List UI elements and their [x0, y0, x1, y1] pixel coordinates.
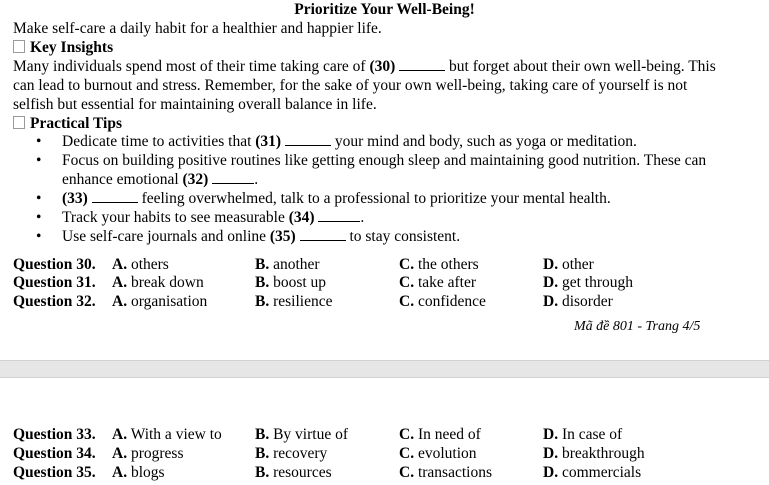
answer-option — [255, 273, 326, 292]
question-label: Question 35. — [13, 464, 96, 481]
answer-option — [112, 292, 207, 311]
option-text: By virtue of — [273, 426, 348, 443]
question-row — [13, 444, 753, 463]
option-letter: B. — [255, 293, 270, 310]
answer-option — [543, 292, 613, 311]
option-text: In case of — [561, 426, 623, 443]
question-row — [13, 255, 753, 274]
answer-option — [543, 255, 594, 274]
answer-option — [399, 425, 481, 444]
answer-option — [399, 255, 479, 274]
option-letter: B. — [255, 256, 270, 273]
answer-option — [255, 444, 327, 463]
option-letter: A. — [112, 274, 128, 291]
option-letter: B. — [255, 274, 270, 291]
option-text: recovery — [273, 445, 328, 462]
bullet-icon: • — [36, 190, 42, 207]
option-text: In need of — [417, 426, 481, 443]
option-letter: B. — [255, 426, 270, 443]
question-row — [13, 273, 753, 292]
option-letter: A. — [112, 426, 128, 443]
question-label: Question 33. — [13, 426, 96, 443]
option-letter: B. — [255, 445, 270, 462]
answer-blank — [300, 228, 346, 241]
list-item: • Use self-care journals and online (35) to stay consistent. — [36, 228, 461, 245]
bullet-icon: • — [36, 209, 42, 226]
answer-option — [255, 463, 332, 482]
option-letter: C. — [399, 274, 415, 291]
answer-blank — [285, 133, 331, 146]
option-letter: C. — [399, 464, 415, 481]
answer-option — [112, 273, 204, 292]
question-row — [13, 463, 753, 482]
page-footer: Mã đề 801 - Trang 4/5 — [574, 319, 701, 334]
option-text: progress — [130, 445, 184, 462]
option-text: disorder — [561, 293, 613, 310]
option-text: others — [130, 256, 169, 273]
option-letter: D. — [543, 293, 559, 310]
option-text: take after — [417, 274, 477, 291]
answer-blank — [212, 171, 254, 184]
question-row — [13, 292, 753, 311]
option-text: organisation — [130, 293, 208, 310]
option-text: transactions — [417, 464, 492, 481]
question-label: Question 30. — [13, 256, 96, 273]
bullet-icon: • — [36, 228, 42, 245]
option-text: boost up — [273, 274, 327, 291]
answer-option — [399, 444, 477, 463]
answer-option — [255, 425, 348, 444]
answer-option — [399, 463, 492, 482]
answer-option — [255, 292, 332, 311]
option-text: other — [561, 256, 594, 273]
question-label: Question 32. — [13, 293, 96, 310]
option-letter: D. — [543, 274, 559, 291]
checkbox-icon — [13, 40, 25, 53]
option-letter: C. — [399, 426, 415, 443]
option-text: another — [273, 256, 320, 273]
question-row — [13, 425, 753, 444]
option-text: get through — [561, 274, 633, 291]
question-label: Question 31. — [13, 274, 96, 291]
option-text: blogs — [130, 464, 165, 481]
answer-option — [112, 444, 183, 463]
option-letter: C. — [399, 293, 415, 310]
answer-blank — [92, 190, 138, 203]
option-letter: D. — [543, 464, 559, 481]
key-insights-heading: Key Insights — [13, 38, 113, 57]
blank-number: (30) — [369, 58, 396, 75]
list-item: • Track your habits to see measurable (34) . — [36, 209, 365, 226]
page-title: Prioritize Your Well-Being! — [294, 1, 475, 18]
list-item: • Dedicate time to activities that (31) your mind and body, such as yoga or meditation. — [36, 133, 637, 150]
answer-option — [112, 255, 169, 274]
answer-option — [543, 273, 633, 292]
practical-tips-list — [36, 132, 736, 246]
answer-option — [112, 425, 222, 444]
bullet-icon: • — [36, 133, 42, 150]
option-letter: D. — [543, 256, 559, 273]
answer-option — [399, 273, 476, 292]
option-letter: A. — [112, 256, 128, 273]
option-letter: C. — [399, 256, 415, 273]
list-item: • Focus on building positive routines like getting enough sleep and maintaining good nutrition. These can enhance emotional (32) . — [36, 152, 707, 188]
option-text: confidence — [417, 293, 486, 310]
option-letter: A. — [112, 293, 128, 310]
option-letter: D. — [543, 426, 559, 443]
checkbox-icon — [13, 116, 25, 129]
answer-option — [543, 463, 641, 482]
key-insights-paragraph: Many individuals spend most of their time taking care of (30) but forget about their own well-being. This can lead to burnout and stress. Remember, for the sake of your own well-being, taking care of yourself is not selfish but essential for maintaining overall balance in life. — [13, 58, 716, 113]
answer-option — [399, 292, 486, 311]
option-letter: A. — [112, 445, 128, 462]
option-text: break down — [130, 274, 204, 291]
answer-option — [543, 425, 622, 444]
option-text: resilience — [273, 293, 333, 310]
subtitle: Make self-care a daily habit for a healthier and happier life. — [13, 20, 382, 37]
option-text: commercials — [561, 464, 642, 481]
option-letter: D. — [543, 445, 559, 462]
option-letter: C. — [399, 445, 415, 462]
answer-blank — [399, 58, 445, 71]
option-text: breakthrough — [561, 445, 645, 462]
answer-option — [543, 444, 645, 463]
option-text: resources — [273, 464, 332, 481]
option-letter: A. — [112, 464, 128, 481]
list-item: • (33) feeling overwhelmed, talk to a professional to prioritize your mental health. — [36, 190, 611, 207]
option-text: evolution — [417, 445, 477, 462]
option-text: the others — [417, 256, 479, 273]
answer-blank — [318, 209, 360, 222]
answer-option — [255, 255, 320, 274]
option-letter: B. — [255, 464, 270, 481]
practical-tips-heading: Practical Tips — [13, 114, 122, 133]
answer-option — [112, 463, 165, 482]
question-label: Question 34. — [13, 445, 96, 462]
page-break-divider — [0, 360, 769, 378]
bullet-icon: • — [36, 152, 42, 169]
option-text: With a view to — [130, 426, 222, 443]
